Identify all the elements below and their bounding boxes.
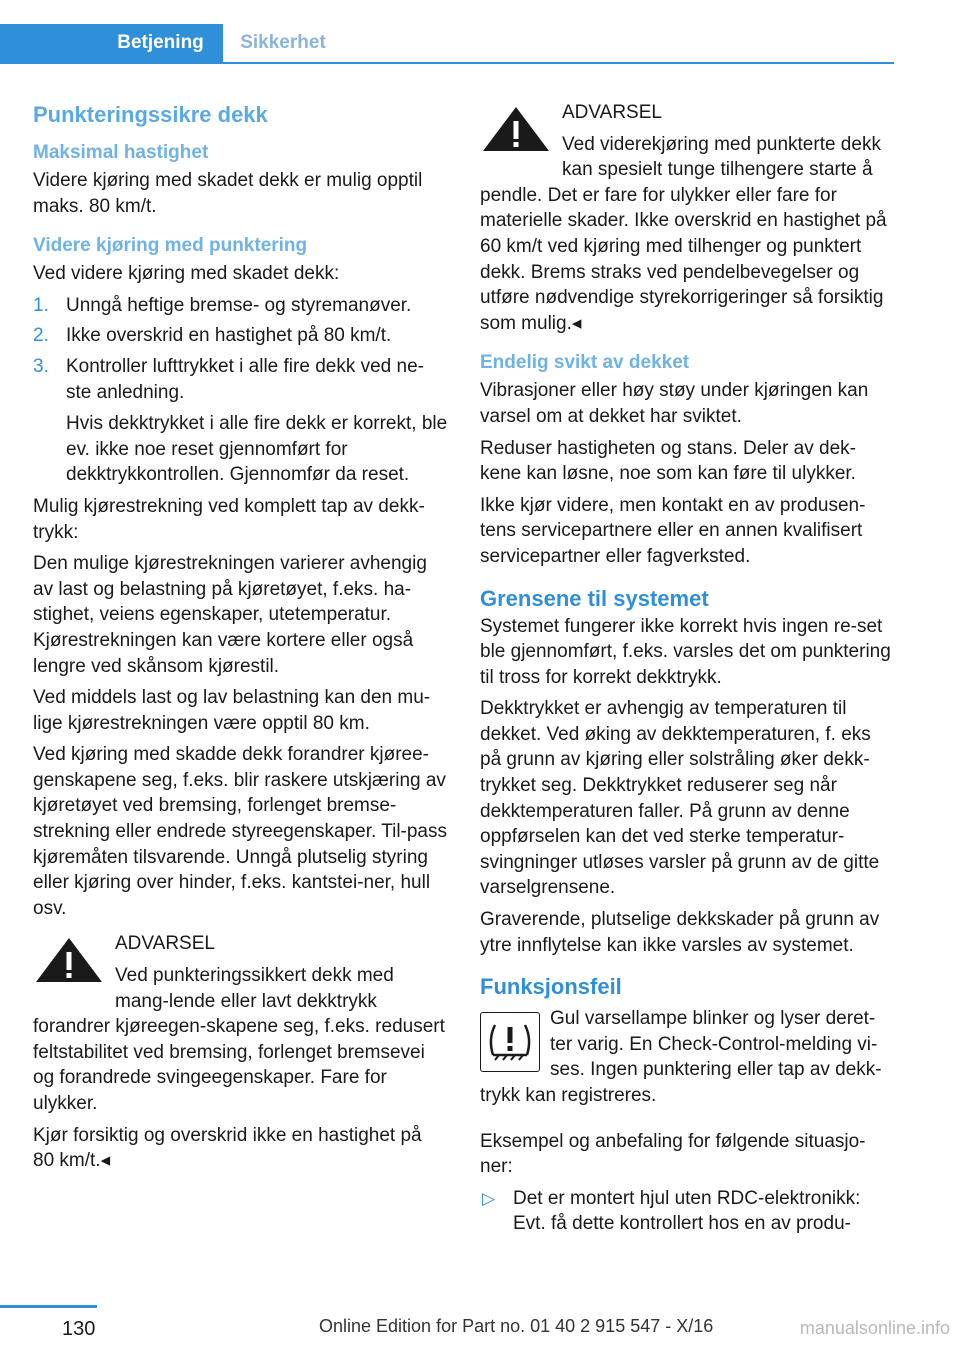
warning-text-2: Kjør forsiktig og overskrid ikke en hastighet på 80 km/t.◂ <box>33 1124 422 1172</box>
list-item <box>33 293 448 319</box>
tire-exclamation-icon <box>485 1019 535 1065</box>
tab-sikkerhet[interactable]: Sikkerhet <box>240 32 326 53</box>
bullet-triangle-icon: ▷ <box>482 1188 496 1208</box>
paragraph: Den mulige kjørestrekningen varierer avhengig av last og belastning på kjøretøyet, f.eks. ha-stighet, veiens egenskaper, utetemperatur. Kjørestrekningen kan være kortere eller også lengre ved skånsom kjørestil. <box>33 553 427 677</box>
left-column <box>33 100 448 1180</box>
subheading-continued-driving: Videre kjøring med punktering <box>33 235 308 257</box>
warning-text: Ved viderekjøring med punkterte dekk kan spesielt tunge tilhengere starte å pendle. Det er fare for ulykker eller fare for materielle skader. Ikke overskrid en hastighet på 60 km/t ved kjøring med tilhenger og punktert dekk. Brems straks ved pendelbevegelser og utføre nødvendige styrekorrigeringer så forsiktig som mulig.◂ <box>480 133 887 334</box>
page-number-rule <box>0 1305 97 1308</box>
list-item <box>33 323 448 349</box>
warning-box <box>480 100 895 336</box>
page-number: 130 <box>62 1318 96 1340</box>
tire-pressure-warning-icon <box>480 1012 540 1072</box>
step-text-extra: Hvis dekktrykket i alle fire dekk er korrekt, ble ev. ikke noe reset gjennomført for dekktrykkontrollen. Gjennomfør da reset. <box>66 413 448 486</box>
warning-box <box>33 931 448 1173</box>
section-title-punkteringssikre: Punkteringssikre dekk <box>33 102 268 127</box>
paragraph: Ved videre kjøring med skadet dekk: <box>33 263 340 285</box>
header-bar <box>0 24 894 64</box>
section-title-limits: Grensene til systemet <box>480 585 709 611</box>
step-text: Ikke overskrid en hastighet på 80 km/t. <box>66 325 392 347</box>
paragraph: Mulig kjørestrekning ved komplett tap av dekk-trykk: <box>33 495 425 543</box>
paragraph: Dekktrykket er avhengig av temperaturen til dekket. Ved øking av dekktemperaturen, f. eks på grunn av kjøring eller solstråling øker dekk-trykket seg. Dekktrykket reduserer seg når dekktemperaturen faller. På grunn av denne oppførselen kan det ved sterke temperatur-svingninger utløses varsler på grunn av de gitte varselgrensene. <box>480 698 880 899</box>
paragraph: Ved kjøring med skadde dekk forandrer kjøree-genskapene seg, f.eks. blir raskere utskjæring av kjøretøyet ved bremsing, forlenget bremse-strekning eller endrede styreegenskaper. Til-pass kjøremåten tilsvarende. Unngå plutselig styring eller kjøring over hinder, f.eks. kantstei-ner, hull osv. <box>33 744 448 919</box>
footer-edition: Online Edition for Part no. 01 40 2 915 547 - X/16 <box>319 1316 714 1336</box>
tab-betjening[interactable] <box>0 24 223 62</box>
section-title-malfunction: Funksjonsfeil <box>480 974 622 1000</box>
bullet-text: Det er montert hjul uten RDC-elektronikk: Evt. få dette kontrollert hos en av produ- <box>513 1187 861 1235</box>
paragraph: Eksempel og anbefaling for følgende situasjo-ner: <box>480 1130 866 1178</box>
warning-title: ADVARSEL <box>115 933 215 955</box>
list-item <box>480 1186 895 1237</box>
step-number: 2. <box>33 325 49 347</box>
paragraph: Graverende, plutselige dekkskader på grunn av ytre innflytelse kan ikke varsles av systemet. <box>480 909 880 956</box>
list-item <box>33 354 448 488</box>
steps-list <box>33 293 448 488</box>
watermark: manualsonline.info <box>799 1318 950 1338</box>
malfunction-block <box>480 1006 895 1114</box>
paragraph: Vibrasjoner eller høy støy under kjøringen kan varsel om at dekket har sviktet. <box>480 380 869 427</box>
paragraph: Reduser hastigheten og stans. Deler av dek-kene kan løsne, noe som kan føre til ulykker. <box>480 437 856 485</box>
step-text: Unngå heftige bremse- og styremanøver. <box>66 294 412 316</box>
right-column <box>480 100 895 1237</box>
step-number: 1. <box>33 294 49 316</box>
step-number: 3. <box>33 355 49 377</box>
warning-triangle-icon <box>33 935 105 985</box>
warning-text: Ved punkteringssikkert dekk med mang-lende eller lavt dekktrykk forandrer kjøreegen-skapene seg, f.eks. redusert feltstabilitet ved bremsing, forlenget bremsevei og forandrede svingeegenskaper. Fare for ulykker. <box>33 965 445 1114</box>
paragraph: Systemet fungerer ikke korrekt hvis ingen re-set ble gjennomført, f.eks. varsles det om punktering til tross for korrekt dekktrykk. <box>480 615 891 688</box>
paragraph: Ikke kjør videre, men kontakt en av produsen-tens servicepartnere eller en annen kvalifisert servicepartner eller fagverksted. <box>480 494 866 567</box>
bullet-list <box>480 1186 895 1237</box>
paragraph: Gul varsellampe blinker og lyser deret-ter varig. En Check-Control-melding vi-ses. Ingen punktering eller tap av dekk-trykk kan registreres. <box>480 1008 882 1106</box>
step-text: Kontroller lufttrykket i alle fire dekk ved ne-ste anledning. <box>66 355 424 403</box>
paragraph: Videre kjøring med skadet dekk er mulig opptil maks. 80 km/t. <box>33 170 423 217</box>
tab-betjening-label: Betjening <box>117 32 204 53</box>
warning-triangle-icon <box>480 104 552 154</box>
warning-title: ADVARSEL <box>562 102 662 123</box>
subheading-final-failure: Endelig svikt av dekket <box>480 352 690 374</box>
subheading-max-speed: Maksimal hastighet <box>33 142 209 163</box>
paragraph: Ved middels last og lav belastning kan den mu-lige kjørestrekningen være opptil 80 km. <box>33 687 431 734</box>
